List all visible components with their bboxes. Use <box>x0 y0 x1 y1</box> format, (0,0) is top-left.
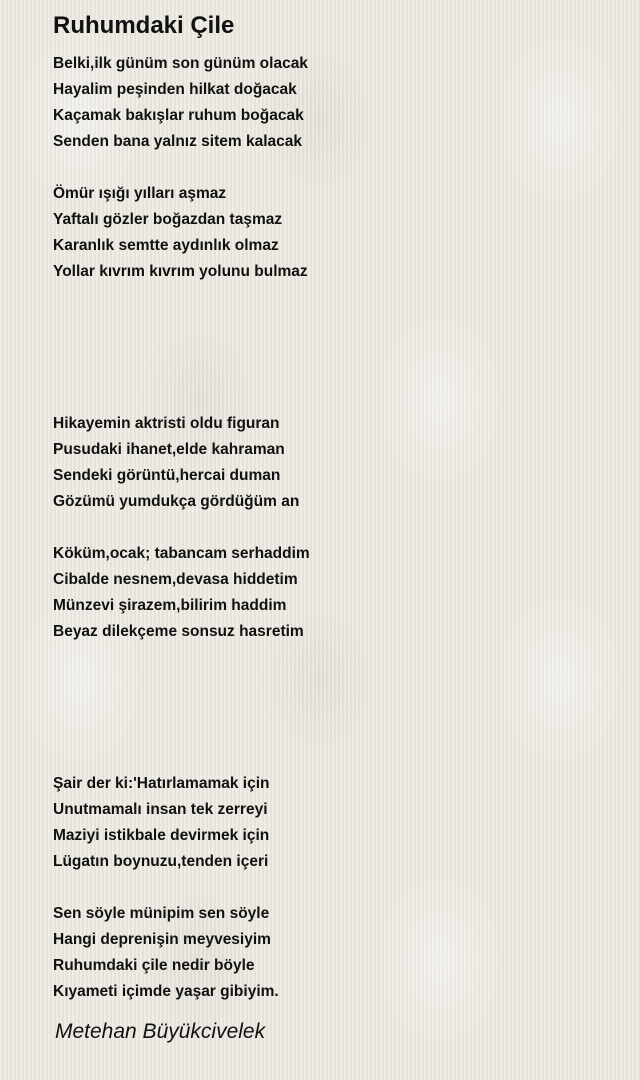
poem-line: Lügatın boynuzu,tenden içeri <box>53 853 269 870</box>
poem-line: Maziyi istikbale devirmek için <box>53 827 270 844</box>
poem-line: Unutmamalı insan tek zerreyi <box>53 801 268 818</box>
poem-line: Kaçamak bakışlar ruhum boğacak <box>53 107 304 124</box>
stanza-5 <box>53 771 269 875</box>
poem-line: Köküm,ocak; tabancam serhaddim <box>53 545 310 562</box>
poem-line: Gözümü yumdukça gördüğüm an <box>53 493 300 510</box>
poem-line: Hangi deprenişin meyvesiyim <box>53 931 271 948</box>
stanza-3 <box>53 411 299 515</box>
poem-line: Beyaz dilekçeme sonsuz hasretim <box>53 623 304 640</box>
poem-line: Yollar kıvrım kıvrım yolunu bulmaz <box>53 263 308 280</box>
poem-line: Pusudaki ihanet,elde kahraman <box>53 441 285 458</box>
poem-line: Sendeki görüntü,hercai duman <box>53 467 281 484</box>
poem-line: Kıyameti içimde yaşar gibiyim. <box>53 983 279 1000</box>
poem-line: Ömür ışığı yılları aşmaz <box>53 185 227 202</box>
poem-line: Şair der ki:'Hatırlamamak için <box>53 775 270 792</box>
poem-line: Ruhumdaki çile nedir böyle <box>53 957 255 974</box>
poem-line: Belki,ilk günüm son günüm olacak <box>53 55 308 72</box>
poem-line: Senden bana yalnız sitem kalacak <box>53 133 302 150</box>
poem-author: Metehan Büyükcivelek <box>55 1020 266 1043</box>
poem-line: Hayalim peşinden hilkat doğacak <box>53 81 297 98</box>
poem-line: Karanlık semtte aydınlık olmaz <box>53 237 279 254</box>
stanza-1 <box>53 51 308 155</box>
poem-line: Münzevi şirazem,bilirim haddim <box>53 597 287 614</box>
stanza-4 <box>53 541 310 645</box>
poem-line: Cibalde nesnem,devasa hiddetim <box>53 571 298 588</box>
stanza-6 <box>53 901 279 1005</box>
poem-line: Hikayemin aktristi oldu figuran <box>53 415 280 432</box>
poem-title: Ruhumdaki Çile <box>53 12 235 39</box>
stanza-2 <box>53 181 308 285</box>
poem-line: Sen söyle münipim sen söyle <box>53 905 270 922</box>
poem-line: Yaftalı gözler boğazdan taşmaz <box>53 211 283 228</box>
